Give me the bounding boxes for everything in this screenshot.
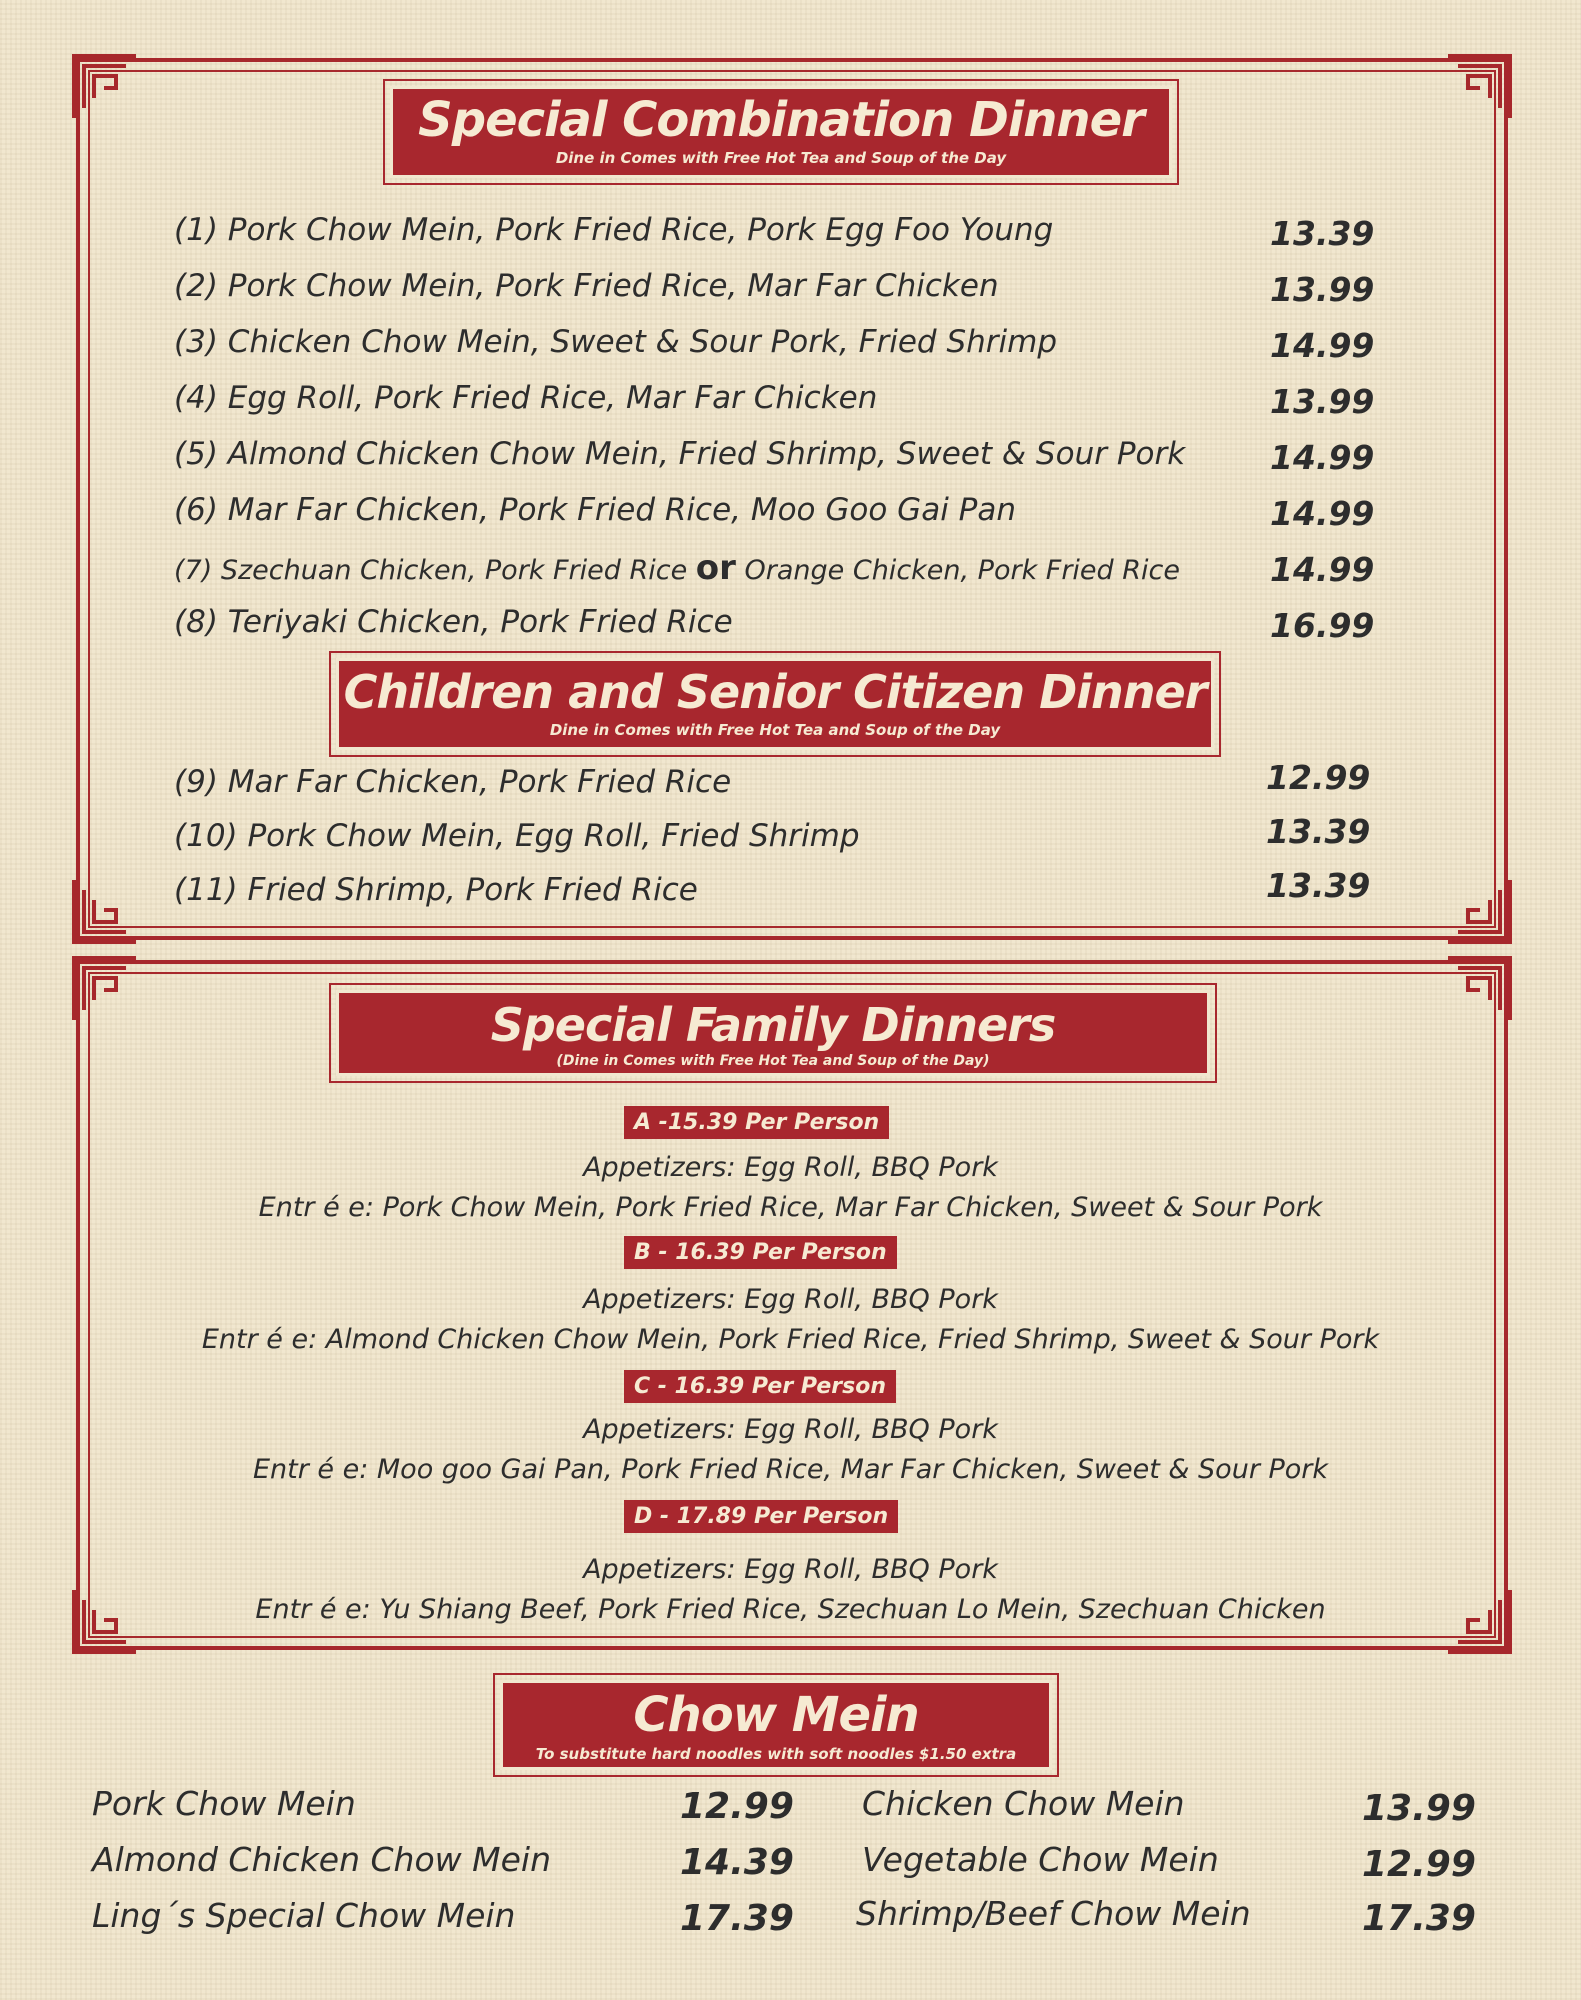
- combo-price-1: 13.39: [1270, 214, 1375, 253]
- family-d-appetizers: Appetizers: Egg Roll, BBQ Pork: [583, 1554, 998, 1585]
- family-title: Special Family Dinners: [490, 998, 1056, 1052]
- children-item-9: (9) Mar Far Chicken, Pork Fried Rice: [174, 764, 732, 800]
- children-banner: [336, 658, 1214, 750]
- combo-subtitle: Dine in Comes with Free Hot Tea and Soup of the Day: [555, 149, 1007, 167]
- combo-item-7-a: (7) Szechuan Chicken, Pork Fried Rice: [174, 555, 696, 586]
- corner-ornament-icon: [1444, 52, 1514, 122]
- chowmein-title: Chow Mein: [633, 1687, 919, 1743]
- family-c-appetizers: Appetizers: Egg Roll, BBQ Pork: [583, 1414, 998, 1445]
- children-price-11: 13.39: [1266, 866, 1371, 905]
- chowmein-banner: [500, 1680, 1052, 1770]
- family-tag-c-price: C - 16.39: [634, 1374, 745, 1399]
- children-subtitle: Dine in Comes with Free Hot Tea and Soup of the Day: [549, 721, 1001, 739]
- combo-item-6: (6) Mar Far Chicken, Pork Fried Rice, Moo Goo Gai Pan: [174, 492, 1017, 528]
- family-tag-a-per: Per Person: [745, 1110, 880, 1135]
- chowmein-left-price-3: 17.39: [680, 1898, 794, 1939]
- combo-item-8: (8) Teriyaki Chicken, Pork Fried Rice: [174, 604, 733, 640]
- combo-title: Special Combination Dinner: [418, 92, 1144, 148]
- family-subtitle: (Dine in Comes with Free Hot Tea and Soup of the Day): [556, 1053, 990, 1069]
- children-item-10: (10) Pork Chow Mein, Egg Roll, Fried Shrimp: [174, 818, 860, 854]
- combo-banner: [390, 86, 1172, 178]
- children-title: Children and Senior Citizen Dinner: [343, 665, 1207, 719]
- combo-price-2: 13.99: [1270, 270, 1375, 309]
- combo-price-5: 14.99: [1270, 438, 1375, 477]
- family-tag-b-price: B - 16.39: [634, 1240, 745, 1265]
- chowmein-right-item-1: Chicken Chow Mein: [862, 1784, 1185, 1823]
- combo-price-4: 13.99: [1270, 382, 1375, 421]
- family-tag-c: [624, 1370, 896, 1403]
- family-tag-b: [624, 1236, 897, 1269]
- children-item-11: (11) Fried Shrimp, Pork Fried Rice: [174, 872, 698, 908]
- corner-ornament-icon: [70, 954, 140, 1024]
- family-tag-b-per: Per Person: [752, 1240, 887, 1265]
- combo-price-7: 14.99: [1270, 550, 1375, 589]
- children-price-10: 13.39: [1266, 812, 1371, 851]
- combo-item-3: (3) Chicken Chow Mein, Sweet & Sour Pork, Fried Shrimp: [174, 324, 1058, 360]
- combo-item-1: (1) Pork Chow Mein, Pork Fried Rice, Pork Egg Foo Young: [174, 212, 1054, 248]
- children-price-9: 12.99: [1266, 758, 1371, 797]
- chowmein-right-price-1: 13.99: [1362, 1788, 1476, 1829]
- family-tag-d: [624, 1500, 898, 1533]
- chowmein-right-price-2: 12.99: [1362, 1844, 1476, 1885]
- chowmein-left-item-2: Almond Chicken Chow Mein: [92, 1840, 552, 1879]
- chowmein-left-item-3: Ling´s Special Chow Mein: [92, 1896, 516, 1935]
- family-banner: [336, 990, 1210, 1076]
- corner-ornament-icon: [70, 52, 140, 122]
- corner-ornament-icon: [1444, 876, 1514, 946]
- combo-price-3: 14.99: [1270, 326, 1375, 365]
- combo-item-4: (4) Egg Roll, Pork Fried Rice, Mar Far Chicken: [174, 380, 878, 416]
- chowmein-right-item-3: Shrimp/Beef Chow Mein: [856, 1894, 1251, 1933]
- combo-item-7-or: or: [695, 548, 736, 588]
- family-tag-a: [624, 1106, 889, 1139]
- combo-item-5: (5) Almond Chicken Chow Mein, Fried Shrimp, Sweet & Sour Pork: [174, 436, 1186, 472]
- family-tag-d-per: Per Person: [753, 1504, 889, 1529]
- chowmein-left-item-1: Pork Chow Mein: [92, 1784, 356, 1823]
- combo-price-8: 16.99: [1270, 606, 1375, 645]
- combo-item-7-b: Orange Chicken, Pork Fried Rice: [735, 555, 1180, 586]
- family-c-entree: Entr é e: Moo goo Gai Pan, Pork Fried Rice, Mar Far Chicken, Sweet & Sour Pork: [252, 1454, 1329, 1485]
- family-a-appetizers: Appetizers: Egg Roll, BBQ Pork: [583, 1152, 998, 1183]
- chowmein-right-item-2: Vegetable Chow Mein: [862, 1840, 1219, 1879]
- corner-ornament-icon: [70, 876, 140, 946]
- chowmein-left-price-1: 12.99: [680, 1786, 794, 1827]
- chowmein-subtitle: To substitute hard noodles with soft noodles $1.50 extra: [535, 1745, 1017, 1763]
- combo-price-6: 14.99: [1270, 494, 1375, 533]
- family-tag-c-per: Per Person: [751, 1374, 886, 1399]
- chowmein-right-price-3: 17.39: [1362, 1898, 1476, 1939]
- family-b-entree: Entr é e: Almond Chicken Chow Mein, Pork Fried Rice, Fried Shrimp, Sweet & Sour Pork: [201, 1324, 1380, 1355]
- combo-item-2: (2) Pork Chow Mein, Pork Fried Rice, Mar Far Chicken: [174, 268, 999, 304]
- combo-item-7: [174, 548, 1180, 588]
- chowmein-left-price-2: 14.39: [680, 1842, 794, 1883]
- family-b-appetizers: Appetizers: Egg Roll, BBQ Pork: [583, 1284, 998, 1315]
- family-tag-d-price: D - 17.89: [634, 1504, 747, 1529]
- family-a-entree: Entr é e: Pork Chow Mein, Pork Fried Rice, Mar Far Chicken, Sweet & Sour Pork: [258, 1192, 1323, 1223]
- family-d-entree: Entr é e: Yu Shiang Beef, Pork Fried Rice, Szechuan Lo Mein, Szechuan Chicken: [255, 1594, 1326, 1625]
- family-tag-a-price: A -15.39: [634, 1110, 738, 1135]
- corner-ornament-icon: [1444, 954, 1514, 1024]
